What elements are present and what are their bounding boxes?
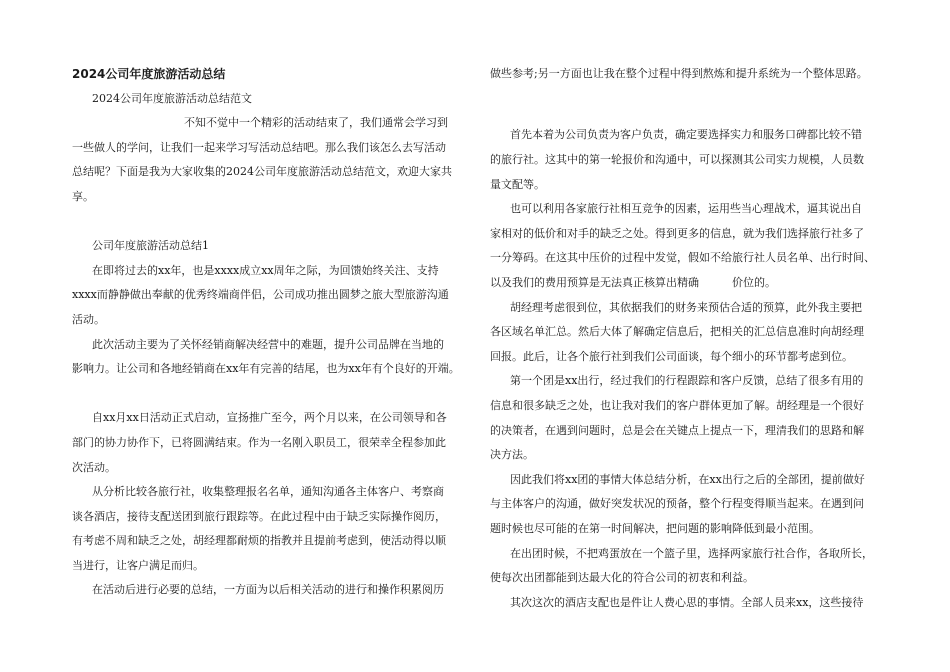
text-line: 因此我们将xx团的事情大体总结分析，在xx出行之后的全部团，提前做好 bbox=[510, 472, 865, 486]
text-line: 2024公司年度旅游活动总结范文 bbox=[92, 91, 252, 105]
text-line: 回报。此后，让各个旅行社到我们公司面谈，每个细小的环节都考虑到位。 bbox=[490, 349, 853, 363]
text-line: 在活动后进行必要的总结，一方面为以后相关活动的进行和操作积累阅历 bbox=[92, 583, 444, 597]
text-line: 胡经理考虑很到位，其依据我们的财务来预估合适的预算，此外我主要把 bbox=[510, 300, 862, 314]
document-title: 2024公司年度旅游活动总结 bbox=[72, 67, 226, 81]
blank-line bbox=[72, 382, 467, 407]
text-line: 决方法。 bbox=[490, 448, 534, 462]
text-line: xxxx而静静做出奉献的优秀终端商伴侣，公司成功推出圆梦之旅大型旅游沟通 bbox=[72, 288, 449, 302]
text-line: 以及我们的费用预算是无法真正核算出精确 价位的。 bbox=[490, 276, 776, 290]
text-line: 次活动。 bbox=[72, 460, 116, 474]
text-line: 做些参考;另一方面也让我在整个过程中得到熬炼和提升系统为一个整体思路。 bbox=[490, 67, 868, 80]
text-line: 不知不觉中一个精彩的活动结束了，我们通常会学习到 bbox=[184, 116, 448, 130]
text-line: 的决策者，在遇到问题时，总是会在关键点上提点一下，理清我们的思路和解 bbox=[490, 423, 864, 437]
text-line: 在出团时候，不把鸡蛋放在一个篮子里，选择两家旅行社合作，各取所长， bbox=[510, 546, 873, 560]
text-line: 各区域名单汇总。然后大体了解确定信息后，把相关的汇总信息准时向胡经理 bbox=[490, 325, 864, 339]
text-line: 使每次出团都能到达最大化的符合公司的初衷和利益。 bbox=[490, 571, 754, 585]
text-line: 其次这次的酒店支配也是件让人费心思的事情。全部人员来xx，这些接待 bbox=[510, 595, 864, 609]
right-column bbox=[490, 62, 884, 615]
text-line: 与主体客户的沟通，做好突发状况的预备，整个行程变得顺当起来。在遇到问 bbox=[490, 497, 864, 511]
text-line: 一分筹码。在这其中压价的过程中发觉，假如不给旅行社人员名单、出行时间、 bbox=[490, 251, 875, 265]
text-line: 自xx月xx日活动正式启动，宣扬推广至今，两个月以来，在公司领导和各 bbox=[92, 411, 447, 425]
text-line: 活动。 bbox=[72, 312, 105, 326]
text-line: 也可以利用各家旅行社相互竞争的因素，运用些当心理战术，逼其说出自 bbox=[510, 202, 862, 216]
blank-line bbox=[72, 210, 467, 235]
blank-line bbox=[490, 87, 884, 99]
text-line: 量文配等。 bbox=[490, 177, 545, 191]
text-line: 在即将过去的xx年，也是xxxx成立xx周年之际，为回馈始终关注、支持 bbox=[92, 263, 439, 277]
text-line: 谈各酒店，接待支配送团到旅行跟踪等。在此过程中由于缺乏实际操作阅历， bbox=[72, 509, 446, 523]
text-line: 信息和很多缺乏之处，也让我对我们的客户群体更加了解。胡经理是一个很好 bbox=[490, 399, 864, 413]
text-line: 当进行，让客户满足而归。 bbox=[72, 558, 204, 572]
text-line: 首先本着为公司负责为客户负责，确定要选择实力和服务口碑都比较不错 bbox=[510, 128, 862, 142]
text-line: 总结呢？下面是我为大家收集的2024公司年度旅游活动总结范文，欢迎大家共 bbox=[72, 165, 452, 179]
text-line: 此次活动主要为了关怀经销商解决经营中的难题，提升公司品牌在当地的 bbox=[92, 337, 444, 351]
text-line: 部门的协力协作下，已将圆满结束。作为一名刚入职员工，很荣幸全程参加此 bbox=[72, 435, 446, 449]
text-line: 享。 bbox=[72, 189, 94, 203]
text-line: 从分析比较各旅行社，收集整理报名名单，通知沟通各主体客户、考察商 bbox=[92, 485, 444, 499]
blank-line bbox=[490, 99, 884, 124]
text-line: 的旅行社。这其中的第一轮报价和沟通中，可以探测其公司实力规模，人员数 bbox=[490, 153, 864, 167]
text-line: 公司年度旅游活动总结1 bbox=[92, 239, 209, 253]
text-line: 第一个团是xx出行，经过我们的行程跟踪和客户反馈，总结了很多有用的 bbox=[510, 374, 864, 388]
text-line: 家相对的低价和对手的缺乏之处。得到更多的信息，就为我们选择旅行社多了 bbox=[490, 226, 864, 240]
text-line: 有考虑不周和缺乏之处，胡经理都耐烦的指教并且提前考虑到，使活动得以顺 bbox=[72, 534, 446, 548]
left-column bbox=[72, 62, 467, 603]
text-line: 题时候也尽可能的在第一时间解决，把问题的影响降低到最小范围。 bbox=[490, 521, 820, 535]
text-line: 影响力。让公司和各地经销商在xx年有完善的结尾，也为xx年有个良好的开端。 bbox=[72, 362, 460, 376]
text-line: 一些做人的学问，让我们一起来学习写活动总结吧。那么我们该怎么去写活动 bbox=[72, 140, 446, 154]
